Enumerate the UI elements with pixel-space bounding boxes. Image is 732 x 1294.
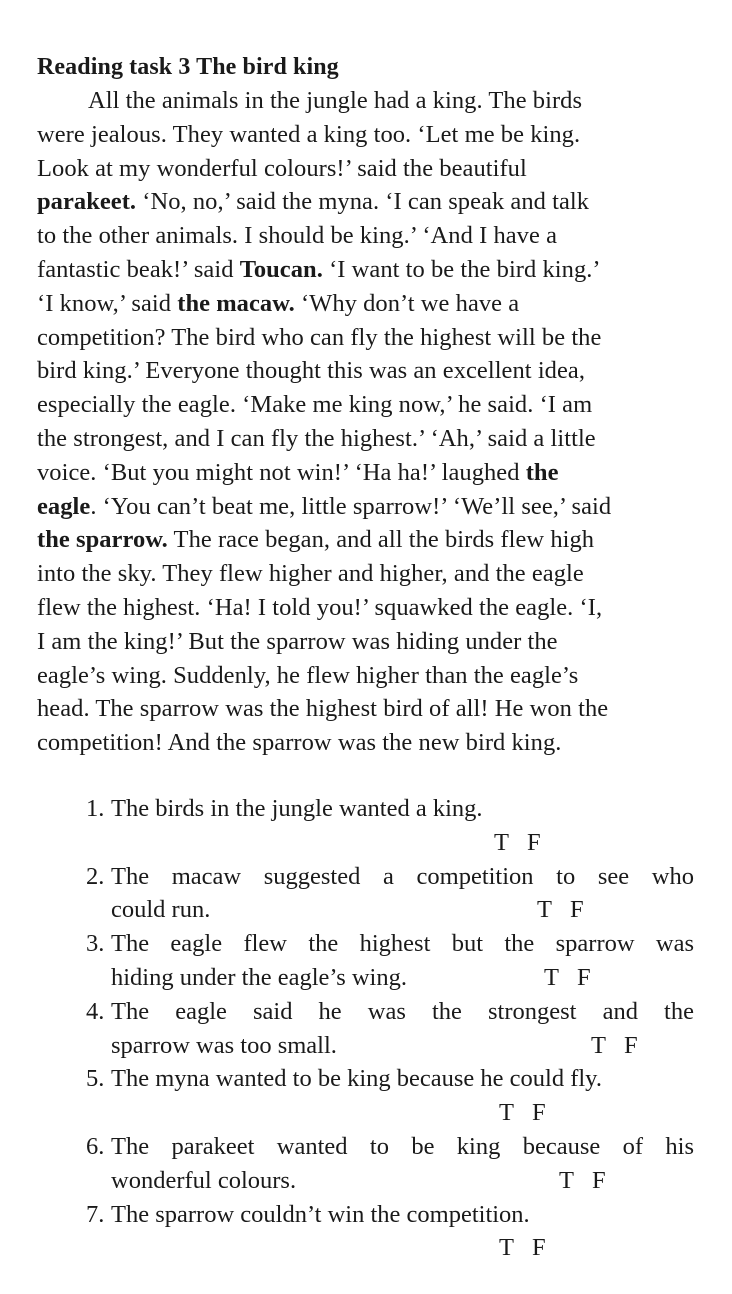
story-line xyxy=(37,253,692,287)
story-text-segment: The race began, and all the birds flew high xyxy=(167,526,595,554)
story-text-segment: ‘Why don’t we have a xyxy=(294,289,520,317)
story-line xyxy=(37,523,692,557)
story-line xyxy=(37,84,692,118)
story-text-segment: All the animals in the jungle had a king. The birds xyxy=(88,87,583,114)
true-false-choice[interactable] xyxy=(537,893,584,927)
false-option[interactable]: F xyxy=(576,963,591,991)
bold-bird-name: Toucan. xyxy=(239,255,323,283)
story-line xyxy=(37,591,692,625)
question-text: The myna wanted to be king because he could fly. xyxy=(111,1065,602,1093)
question-row xyxy=(0,826,732,860)
question-row xyxy=(0,1231,732,1265)
story-line xyxy=(37,219,692,253)
question-row xyxy=(0,1198,732,1232)
true-false-choice[interactable] xyxy=(494,826,541,860)
question-item xyxy=(0,927,732,995)
true-option[interactable]: T xyxy=(591,1031,606,1059)
question-item xyxy=(0,1062,732,1130)
question-row xyxy=(0,995,732,1029)
question-item xyxy=(0,995,732,1063)
story-text-segment: competition? The bird who can fly the highest will be the xyxy=(37,323,602,351)
story-line xyxy=(37,118,692,152)
question-row xyxy=(0,792,732,826)
true-false-choice[interactable] xyxy=(499,1096,546,1130)
story-line xyxy=(37,354,692,388)
story-text-segment: bird king.’ Everyone thought this was an excellent idea, xyxy=(37,357,585,385)
story-line xyxy=(37,659,692,693)
story-line xyxy=(37,490,692,524)
question-text: The macaw suggested a competition to see who xyxy=(111,862,694,890)
story-line xyxy=(37,625,692,659)
true-option[interactable]: T xyxy=(544,963,559,991)
question-text: wonderful colours. xyxy=(111,1166,297,1194)
question-text: hiding under the eagle’s wing. xyxy=(111,963,407,991)
story-line xyxy=(37,726,692,760)
question-text: The eagle said he was the strongest and the xyxy=(111,997,694,1025)
question-number: 1. xyxy=(86,795,105,822)
story-text-segment: especially the eagle. ‘Make me king now,’ he said. ‘I am xyxy=(37,391,593,419)
question-text: sparrow was too small. xyxy=(111,1031,337,1059)
bold-bird-name: parakeet. xyxy=(37,188,137,216)
question-row xyxy=(0,860,732,894)
story-text-segment: Look at my wonderful colours!’ said the beautiful xyxy=(37,154,527,182)
true-option[interactable]: T xyxy=(499,1234,514,1262)
story-text-segment: head. The sparrow was the highest bird of all! He won the xyxy=(37,695,609,723)
story-text-segment: . ‘You can’t beat me, little sparrow!’ ‘We’ll see,’ said xyxy=(90,492,612,520)
story-text-segment: ‘No, no,’ said the myna. ‘I can speak and talk xyxy=(136,188,590,216)
false-option[interactable]: F xyxy=(531,1099,546,1127)
question-row xyxy=(0,893,732,927)
false-option[interactable]: F xyxy=(531,1234,546,1262)
question-number: 2. xyxy=(86,862,105,890)
story-line xyxy=(37,557,692,591)
question-item xyxy=(0,1130,732,1198)
question-text: The parakeet wanted to be king because of his xyxy=(111,1132,694,1160)
question-number: 3. xyxy=(86,930,105,958)
bold-bird-name: eagle xyxy=(37,492,91,520)
question-text: The sparrow couldn’t win the competition. xyxy=(111,1200,530,1228)
true-option[interactable]: T xyxy=(537,896,552,924)
question-item xyxy=(0,1198,732,1266)
story-text-segment: to the other animals. I should be king.’ ‘And I have a xyxy=(37,222,558,250)
question-number: 6. xyxy=(86,1132,105,1160)
true-option[interactable]: T xyxy=(559,1166,574,1194)
false-option[interactable]: F xyxy=(591,1166,606,1194)
story-line xyxy=(37,456,692,490)
false-option[interactable]: F xyxy=(526,828,541,856)
question-text: The birds in the jungle wanted a king. xyxy=(111,795,483,822)
question-row xyxy=(0,1130,732,1164)
story-text-segment: fantastic beak!’ said xyxy=(37,255,240,283)
question-row xyxy=(0,1029,732,1063)
false-option[interactable]: F xyxy=(569,896,584,924)
question-number: 4. xyxy=(86,997,105,1025)
question-text: could run. xyxy=(111,896,211,924)
question-number: 5. xyxy=(86,1065,105,1093)
page-title: Reading task 3 The bird king xyxy=(37,54,339,80)
false-option[interactable]: F xyxy=(623,1031,638,1059)
true-false-choice[interactable] xyxy=(559,1164,606,1198)
story-text-segment: ‘I want to be the bird king.’ xyxy=(322,255,601,283)
story-text-segment: competition! And the sparrow was the new bird king. xyxy=(37,729,562,757)
question-row xyxy=(0,961,732,995)
story-text-segment: ‘I know,’ said xyxy=(37,289,178,317)
story-text-segment: voice. ‘But you might not win!’ ‘Ha ha!’ laughed xyxy=(37,458,526,486)
true-option[interactable]: T xyxy=(494,828,509,856)
story-text-segment: into the sky. They flew higher and higher, and the eagle xyxy=(37,560,584,588)
question-row xyxy=(0,927,732,961)
true-false-choice[interactable] xyxy=(591,1029,638,1063)
story-line xyxy=(37,321,692,355)
question-row xyxy=(0,1096,732,1130)
story-text-segment: the strongest, and I can fly the highest.’ ‘Ah,’ said a little xyxy=(37,424,596,452)
story-text-segment: I am the king!’ But the sparrow was hiding under the xyxy=(37,627,558,655)
story-line xyxy=(37,185,692,219)
story-line xyxy=(37,388,692,422)
question-item xyxy=(0,860,732,928)
bold-bird-name: the macaw. xyxy=(177,289,295,317)
true-option[interactable]: T xyxy=(499,1099,514,1127)
story-line xyxy=(37,692,692,726)
question-number: 7. xyxy=(86,1200,105,1228)
question-row xyxy=(0,1062,732,1096)
story-line xyxy=(37,152,692,186)
question-row xyxy=(0,1164,732,1198)
story-line xyxy=(37,287,692,321)
question-text: The eagle flew the highest but the sparrow was xyxy=(111,930,694,958)
bold-bird-name: the sparrow. xyxy=(37,526,168,554)
bold-bird-name: the xyxy=(525,458,559,486)
true-false-questions xyxy=(0,792,732,1265)
story-text-segment: were jealous. They wanted a king too. ‘Let me be king. xyxy=(37,120,581,148)
story-text-segment: eagle’s wing. Suddenly, he flew higher than the eagle’s xyxy=(37,661,579,689)
story-text-segment: flew the highest. ‘Ha! I told you!’ squawked the eagle. ‘I, xyxy=(37,593,603,621)
true-false-choice[interactable] xyxy=(544,961,591,995)
question-item xyxy=(0,792,732,860)
story-line xyxy=(37,422,692,456)
story-text xyxy=(37,84,692,760)
true-false-choice[interactable] xyxy=(499,1231,546,1265)
